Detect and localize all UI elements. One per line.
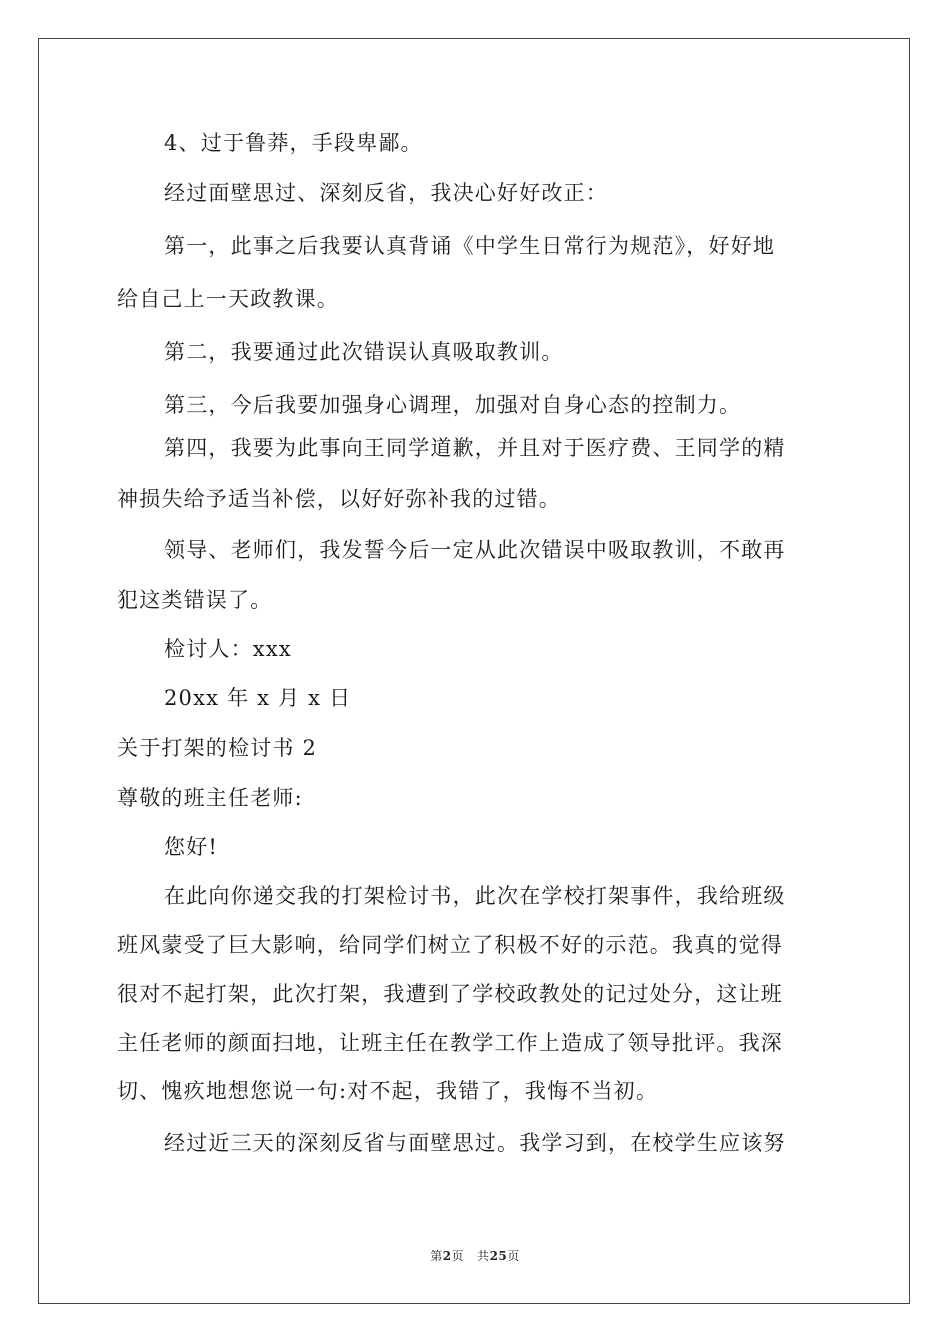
paragraph-line: 切、愧疚地想您说一句:对不起，我错了，我悔不当初。: [117, 1079, 659, 1103]
paragraph-line: 领导、老师们，我发誓今后一定从此次错误中吸取教训，不敢再: [164, 538, 786, 562]
paragraph-line: 在此向你递交我的打架检讨书，此次在学校打架事件，我给班级: [164, 884, 786, 908]
paragraph-line: 经过面壁思过、深刻反省，我决心好好改正：: [164, 181, 608, 205]
total-pages: 25: [489, 1249, 508, 1263]
signature-line: 检讨人：xxx: [164, 637, 292, 661]
paragraph-line: 很对不起打架，此次打架，我遭到了学校政教处的记过处分，这让班: [117, 982, 783, 1006]
paragraph-line: 4、过于鲁莽，手段卑鄙。: [164, 131, 423, 155]
paragraph-line: 第四，我要为此事向王同学道歉，并且对于医疗费、王同学的精: [164, 436, 786, 460]
page-number: 2: [442, 1249, 452, 1263]
total-unit: 页: [507, 1249, 520, 1263]
paragraph-line: 班风蒙受了巨大影响，给同学们树立了积极不好的示范。我真的觉得: [117, 933, 783, 957]
paragraph-line: 犯这类错误了。: [117, 588, 273, 612]
paragraph-line: 经过近三天的深刻反省与面壁思过。我学习到，在校学生应该努: [164, 1131, 786, 1155]
date-line: 20xx 年 x 月 x 日: [164, 686, 352, 710]
page-footer: [0, 1247, 950, 1264]
paragraph-line: 第二，我要通过此次错误认真吸取教训。: [164, 340, 564, 364]
total-prefix: 共: [477, 1249, 490, 1263]
section-title: 关于打架的检讨书 2: [117, 736, 318, 760]
greeting: 您好!: [164, 835, 219, 859]
page-unit: 页: [451, 1249, 465, 1263]
page-border: [38, 38, 910, 1304]
paragraph-line: 神损失给予适当补偿，以好好弥补我的过错。: [117, 487, 561, 511]
paragraph-line: 第一，此事之后我要认真背诵《中学生日常行为规范》，好好地: [164, 234, 776, 258]
paragraph-line: 给自己上一天政教课。: [117, 287, 339, 311]
paragraph-line: 主任老师的颜面扫地，让班主任在教学工作上造成了领导批评。我深: [117, 1031, 783, 1055]
paragraph-line: 第三，今后我要加强身心调理，加强对自身心态的控制力。: [164, 393, 742, 417]
page-prefix: 第: [430, 1249, 443, 1263]
salutation: 尊敬的班主任老师:: [117, 786, 303, 810]
